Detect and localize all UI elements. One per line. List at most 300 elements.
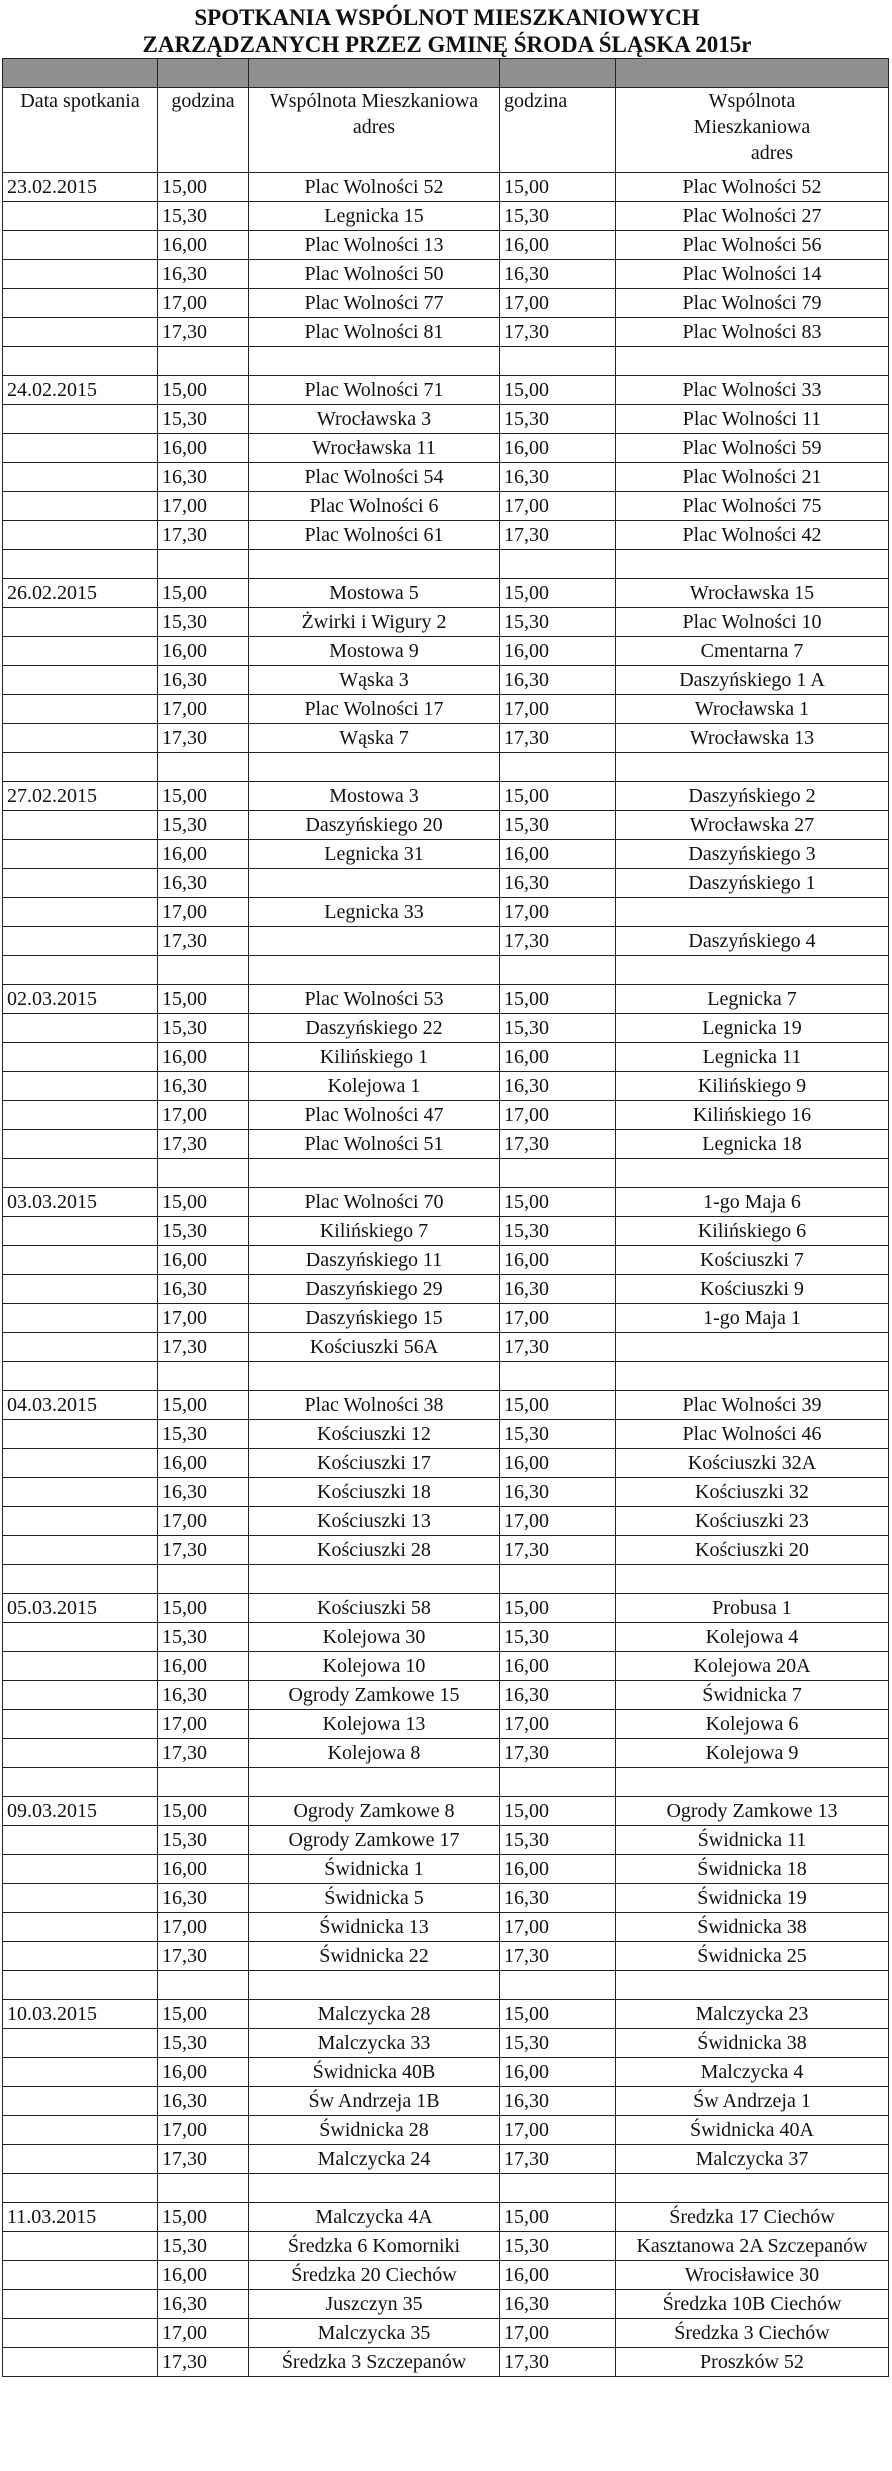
meeting-date-cell — [3, 1826, 158, 1855]
meeting-date-cell — [3, 1855, 158, 1884]
header-row — [3, 88, 889, 173]
table-row — [3, 695, 889, 724]
meeting-date-cell — [3, 1884, 158, 1913]
table-row — [3, 1594, 889, 1623]
spacer-cell — [249, 753, 500, 782]
community-2-address-cell: Plac Wolności 83 — [616, 318, 889, 347]
community-1-address-cell: Daszyńskiego 11 — [249, 1246, 500, 1275]
time-1-cell: 17,00 — [158, 1913, 249, 1942]
time-1-cell: 15,00 — [158, 2203, 249, 2232]
community-2-address-cell: Daszyńskiego 1 A — [616, 666, 889, 695]
time-1-cell: 16,00 — [158, 840, 249, 869]
community-1-address-cell: Daszyńskiego 22 — [249, 1014, 500, 1043]
meeting-date-cell — [3, 1333, 158, 1362]
community-1-address-cell: Kościuszki 12 — [249, 1420, 500, 1449]
community-1-address-cell: Św Andrzeja 1B — [249, 2087, 500, 2116]
meeting-date-cell — [3, 405, 158, 434]
time-2-cell: 17,00 — [500, 695, 616, 724]
time-2-cell: 17,30 — [500, 1130, 616, 1159]
time-1-cell: 16,30 — [158, 1681, 249, 1710]
community-2-address-cell: Plac Wolności 52 — [616, 173, 889, 202]
table-row — [3, 898, 889, 927]
time-1-cell: 17,00 — [158, 1304, 249, 1333]
time-2-cell: 15,00 — [500, 1391, 616, 1420]
spacer-cell — [158, 753, 249, 782]
community-1-address-cell: Daszyńskiego 29 — [249, 1275, 500, 1304]
time-1-cell: 17,30 — [158, 2348, 249, 2377]
time-1-cell: 15,30 — [158, 1217, 249, 1246]
community-1-address-cell: Plac Wolności 6 — [249, 492, 500, 521]
time-2-cell: 15,30 — [500, 1014, 616, 1043]
spacer-cell — [158, 550, 249, 579]
table-row — [3, 1739, 889, 1768]
spacer-row — [3, 347, 889, 376]
table-row — [3, 2203, 889, 2232]
time-1-cell: 16,30 — [158, 260, 249, 289]
community-1-address-cell: Malczycka 35 — [249, 2319, 500, 2348]
community-2-address-cell: Kolejowa 20A — [616, 1652, 889, 1681]
table-row — [3, 1507, 889, 1536]
header-community-1-line-2: adres — [352, 116, 396, 138]
community-2-address-cell: Probusa 1 — [616, 1594, 889, 1623]
time-1-cell: 15,30 — [158, 1420, 249, 1449]
table-row — [3, 1478, 889, 1507]
spacer-cell — [616, 1159, 889, 1188]
spacer-cell — [3, 347, 158, 376]
community-2-address-cell: Plac Wolności 42 — [616, 521, 889, 550]
community-1-address-cell: Kilińskiego 1 — [249, 1043, 500, 1072]
table-row — [3, 434, 889, 463]
time-2-cell: 16,00 — [500, 1449, 616, 1478]
community-2-address-cell: Św Andrzeja 1 — [616, 2087, 889, 2116]
time-2-cell: 17,00 — [500, 1304, 616, 1333]
time-1-cell: 16,00 — [158, 2261, 249, 2290]
community-2-address-cell: Wrocławska 13 — [616, 724, 889, 753]
table-row — [3, 869, 889, 898]
time-2-cell: 16,30 — [500, 1275, 616, 1304]
time-2-cell: 15,00 — [500, 2203, 616, 2232]
spacer-cell — [3, 1971, 158, 2000]
time-1-cell: 15,00 — [158, 2000, 249, 2029]
table-row — [3, 2232, 889, 2261]
time-2-cell: 16,30 — [500, 260, 616, 289]
table-row — [3, 376, 889, 405]
table-row — [3, 1130, 889, 1159]
community-1-address-cell: Kolejowa 13 — [249, 1710, 500, 1739]
table-row — [3, 1217, 889, 1246]
meeting-date-cell — [3, 1246, 158, 1275]
community-1-address-cell: Malczycka 28 — [249, 2000, 500, 2029]
meeting-date-cell — [3, 1710, 158, 1739]
table-row — [3, 1913, 889, 1942]
table-row — [3, 521, 889, 550]
time-2-cell: 15,30 — [500, 202, 616, 231]
time-2-cell: 17,00 — [500, 1101, 616, 1130]
community-2-address-cell: Daszyńskiego 4 — [616, 927, 889, 956]
time-2-cell: 15,00 — [500, 2000, 616, 2029]
community-2-address-cell: Kościuszki 9 — [616, 1275, 889, 1304]
table-row — [3, 1449, 889, 1478]
community-1-address-cell: Kościuszki 17 — [249, 1449, 500, 1478]
time-2-cell: 17,30 — [500, 927, 616, 956]
community-2-address-cell: Wrocisławice 30 — [616, 2261, 889, 2290]
table-row — [3, 318, 889, 347]
time-1-cell: 15,00 — [158, 782, 249, 811]
meeting-date-cell — [3, 521, 158, 550]
community-1-address-cell: Kościuszki 28 — [249, 1536, 500, 1565]
time-1-cell: 16,30 — [158, 2290, 249, 2319]
table-row — [3, 1188, 889, 1217]
time-1-cell: 16,30 — [158, 869, 249, 898]
time-2-cell: 17,30 — [500, 1536, 616, 1565]
spacer-cell — [500, 550, 616, 579]
spacer-cell — [500, 2174, 616, 2203]
meeting-date-cell: 11.03.2015 — [3, 2203, 158, 2232]
community-2-address-cell: Kościuszki 32A — [616, 1449, 889, 1478]
meeting-date-cell — [3, 2029, 158, 2058]
meeting-date-cell: 26.02.2015 — [3, 579, 158, 608]
time-1-cell: 16,30 — [158, 463, 249, 492]
community-2-address-cell: Plac Wolności 56 — [616, 231, 889, 260]
table-row — [3, 2029, 889, 2058]
meeting-date-cell — [3, 2232, 158, 2261]
meeting-date-cell: 24.02.2015 — [3, 376, 158, 405]
community-1-address-cell: Mostowa 3 — [249, 782, 500, 811]
community-1-address-cell: Malczycka 33 — [249, 2029, 500, 2058]
spacer-cell — [158, 1565, 249, 1594]
community-1-address-cell: Kolejowa 10 — [249, 1652, 500, 1681]
spacer-cell — [616, 347, 889, 376]
meeting-date-cell — [3, 289, 158, 318]
time-1-cell: 15,00 — [158, 376, 249, 405]
community-2-address-cell: Legnicka 19 — [616, 1014, 889, 1043]
community-2-address-cell: Plac Wolności 75 — [616, 492, 889, 521]
community-1-address-cell: Juszczyn 35 — [249, 2290, 500, 2319]
community-1-address-cell: Plac Wolności 54 — [249, 463, 500, 492]
table-row — [3, 1536, 889, 1565]
meeting-date-cell: 23.02.2015 — [3, 173, 158, 202]
table-row — [3, 405, 889, 434]
spacer-row — [3, 1362, 889, 1391]
time-1-cell: 17,00 — [158, 695, 249, 724]
time-2-cell: 16,30 — [500, 1884, 616, 1913]
community-2-address-cell: Kolejowa 9 — [616, 1739, 889, 1768]
spacer-cell — [249, 550, 500, 579]
table-row — [3, 637, 889, 666]
time-2-cell: 16,00 — [500, 840, 616, 869]
community-1-address-cell: Kolejowa 30 — [249, 1623, 500, 1652]
time-1-cell: 15,30 — [158, 2232, 249, 2261]
time-1-cell: 16,30 — [158, 1884, 249, 1913]
meeting-date-cell — [3, 1449, 158, 1478]
community-1-address-cell: Ogrody Zamkowe 8 — [249, 1797, 500, 1826]
table-row — [3, 927, 889, 956]
time-2-cell: 16,00 — [500, 1043, 616, 1072]
community-2-address-cell: Daszyńskiego 1 — [616, 869, 889, 898]
meeting-date-cell — [3, 231, 158, 260]
time-1-cell: 15,00 — [158, 1188, 249, 1217]
spacer-cell — [500, 347, 616, 376]
table-row — [3, 231, 889, 260]
spacer-cell — [158, 1362, 249, 1391]
time-2-cell: 15,30 — [500, 1623, 616, 1652]
time-2-cell: 15,30 — [500, 811, 616, 840]
spacer-row — [3, 1159, 889, 1188]
time-1-cell: 15,30 — [158, 1623, 249, 1652]
meeting-date-cell — [3, 666, 158, 695]
community-1-address-cell: Legnicka 31 — [249, 840, 500, 869]
community-2-address-cell: Średzka 10B Ciechów — [616, 2290, 889, 2319]
table-row — [3, 1420, 889, 1449]
time-2-cell: 15,00 — [500, 1188, 616, 1217]
header-time-1 — [158, 88, 249, 173]
meeting-date-cell — [3, 927, 158, 956]
spacer-cell — [249, 2174, 500, 2203]
document-title — [2, 0, 892, 58]
spacer-cell — [500, 1768, 616, 1797]
time-2-cell: 16,30 — [500, 2290, 616, 2319]
spacer-cell — [158, 956, 249, 985]
meeting-date-cell — [3, 2290, 158, 2319]
time-2-cell: 17,00 — [500, 289, 616, 318]
table-row — [3, 2145, 889, 2174]
time-1-cell: 17,30 — [158, 521, 249, 550]
time-2-cell: 16,30 — [500, 666, 616, 695]
table-row — [3, 985, 889, 1014]
meeting-date-cell — [3, 260, 158, 289]
spacer-cell — [3, 1768, 158, 1797]
table-row — [3, 2261, 889, 2290]
community-2-address-cell: Wrocławska 27 — [616, 811, 889, 840]
spacer-cell — [3, 2174, 158, 2203]
spacer-row — [3, 1565, 889, 1594]
community-1-address-cell: Wąska 7 — [249, 724, 500, 753]
time-1-cell: 16,00 — [158, 434, 249, 463]
community-1-address-cell: Plac Wolności 81 — [249, 318, 500, 347]
table-row — [3, 289, 889, 318]
meeting-date-cell: 10.03.2015 — [3, 2000, 158, 2029]
community-2-address-cell: Świdnicka 18 — [616, 1855, 889, 1884]
title-line-1: SPOTKANIA WSPÓLNOT MIESZKANIOWYCH — [194, 5, 700, 30]
time-1-cell: 16,00 — [158, 231, 249, 260]
community-1-address-cell: Kościuszki 56A — [249, 1333, 500, 1362]
community-2-address-cell: Kasztanowa 2A Szczepanów — [616, 2232, 889, 2261]
spacer-cell — [158, 347, 249, 376]
table-row — [3, 1884, 889, 1913]
community-1-address-cell: Kościuszki 58 — [249, 1594, 500, 1623]
meeting-date-cell — [3, 1072, 158, 1101]
time-1-cell: 15,30 — [158, 405, 249, 434]
spacer-cell — [249, 1362, 500, 1391]
time-1-cell: 16,30 — [158, 1072, 249, 1101]
community-1-address-cell: Malczycka 4A — [249, 2203, 500, 2232]
community-1-address-cell — [249, 927, 500, 956]
meeting-date-cell — [3, 318, 158, 347]
time-2-cell: 17,00 — [500, 492, 616, 521]
community-2-address-cell: Wrocławska 15 — [616, 579, 889, 608]
time-2-cell: 16,30 — [500, 463, 616, 492]
time-2-cell: 15,00 — [500, 579, 616, 608]
community-1-address-cell: Plac Wolności 38 — [249, 1391, 500, 1420]
time-2-cell: 17,30 — [500, 1739, 616, 1768]
meeting-date-cell — [3, 1913, 158, 1942]
spacer-row — [3, 2174, 889, 2203]
spacer-cell — [3, 1159, 158, 1188]
meeting-date-cell — [3, 492, 158, 521]
community-2-address-cell: Ogrody Zamkowe 13 — [616, 1797, 889, 1826]
community-2-address-cell: Plac Wolności 14 — [616, 260, 889, 289]
meeting-date-cell — [3, 2145, 158, 2174]
spacer-cell — [616, 2174, 889, 2203]
community-1-address-cell: Świdnicka 5 — [249, 1884, 500, 1913]
community-1-address-cell — [249, 869, 500, 898]
community-1-address-cell: Świdnicka 22 — [249, 1942, 500, 1971]
time-1-cell: 17,00 — [158, 492, 249, 521]
meeting-date-cell — [3, 1507, 158, 1536]
community-1-address-cell: Świdnicka 1 — [249, 1855, 500, 1884]
meeting-date-cell — [3, 1043, 158, 1072]
table-row — [3, 1246, 889, 1275]
meeting-date-cell — [3, 1217, 158, 1246]
community-1-address-cell: Mostowa 5 — [249, 579, 500, 608]
meeting-date-cell: 04.03.2015 — [3, 1391, 158, 1420]
meeting-date-cell — [3, 1536, 158, 1565]
spacer-cell — [158, 1159, 249, 1188]
community-1-address-cell: Plac Wolności 77 — [249, 289, 500, 318]
time-1-cell: 17,30 — [158, 724, 249, 753]
community-1-address-cell: Plac Wolności 71 — [249, 376, 500, 405]
header-community-2-line-2: Mieszkaniowa — [693, 116, 811, 138]
meeting-date-cell — [3, 463, 158, 492]
table-row — [3, 1391, 889, 1420]
table-row — [3, 579, 889, 608]
meeting-date-cell — [3, 2261, 158, 2290]
table-row — [3, 1855, 889, 1884]
spacer-cell — [3, 956, 158, 985]
community-1-address-cell: Daszyńskiego 20 — [249, 811, 500, 840]
table-row — [3, 811, 889, 840]
table-row — [3, 492, 889, 521]
spacer-cell — [3, 1362, 158, 1391]
time-1-cell: 17,30 — [158, 1130, 249, 1159]
time-2-cell: 17,30 — [500, 318, 616, 347]
community-2-address-cell: Malczycka 23 — [616, 2000, 889, 2029]
spacer-cell — [158, 1971, 249, 2000]
time-1-cell: 15,00 — [158, 1797, 249, 1826]
community-1-address-cell: Średzka 6 Komorniki — [249, 2232, 500, 2261]
time-1-cell: 15,30 — [158, 1014, 249, 1043]
time-1-cell: 15,30 — [158, 202, 249, 231]
table-row — [3, 1623, 889, 1652]
community-1-address-cell: Mostowa 9 — [249, 637, 500, 666]
meeting-date-cell — [3, 1304, 158, 1333]
table-row — [3, 173, 889, 202]
header-shading-row — [3, 59, 889, 88]
table-row — [3, 840, 889, 869]
meeting-date-cell — [3, 1014, 158, 1043]
time-2-cell: 16,00 — [500, 231, 616, 260]
header-time-2-label: godzina — [504, 90, 568, 112]
community-2-address-cell: Daszyńskiego 2 — [616, 782, 889, 811]
meeting-date-cell — [3, 1130, 158, 1159]
community-1-address-cell: Ogrody Zamkowe 15 — [249, 1681, 500, 1710]
community-2-address-cell: Plac Wolności 39 — [616, 1391, 889, 1420]
spacer-cell — [249, 1159, 500, 1188]
time-1-cell: 15,00 — [158, 1594, 249, 1623]
spacer-cell — [616, 956, 889, 985]
spacer-cell — [249, 1768, 500, 1797]
header-time-1-label: godzina — [171, 90, 235, 112]
time-1-cell: 17,30 — [158, 1536, 249, 1565]
header-community-2 — [616, 88, 889, 173]
community-1-address-cell: Plac Wolności 17 — [249, 695, 500, 724]
spacer-cell — [616, 1565, 889, 1594]
community-2-address-cell: Plac Wolności 27 — [616, 202, 889, 231]
table-row — [3, 2319, 889, 2348]
community-2-address-cell: Plac Wolności 79 — [616, 289, 889, 318]
community-2-address-cell: Świdnicka 7 — [616, 1681, 889, 1710]
meeting-date-cell — [3, 1478, 158, 1507]
time-2-cell: 16,00 — [500, 1652, 616, 1681]
time-2-cell: 17,30 — [500, 724, 616, 753]
meeting-date-cell — [3, 202, 158, 231]
time-1-cell: 17,30 — [158, 1333, 249, 1362]
spacer-cell — [500, 1159, 616, 1188]
meeting-date-cell — [3, 434, 158, 463]
spacer-row — [3, 550, 889, 579]
table-row — [3, 608, 889, 637]
community-2-address-cell: Plac Wolności 21 — [616, 463, 889, 492]
spacer-cell — [616, 1971, 889, 2000]
meeting-date-cell — [3, 2348, 158, 2377]
community-2-address-cell: 1-go Maja 6 — [616, 1188, 889, 1217]
community-1-address-cell: Plac Wolności 70 — [249, 1188, 500, 1217]
spacer-cell — [500, 956, 616, 985]
spacer-row — [3, 1971, 889, 2000]
time-1-cell: 17,30 — [158, 318, 249, 347]
community-1-address-cell: Kolejowa 1 — [249, 1072, 500, 1101]
table-row — [3, 260, 889, 289]
community-2-address-cell: Wrocławska 1 — [616, 695, 889, 724]
time-1-cell: 16,30 — [158, 1478, 249, 1507]
community-2-address-cell: Kościuszki 7 — [616, 1246, 889, 1275]
meeting-date-cell — [3, 695, 158, 724]
meeting-date-cell — [3, 2319, 158, 2348]
time-1-cell: 17,30 — [158, 927, 249, 956]
time-1-cell: 17,00 — [158, 898, 249, 927]
time-2-cell: 17,30 — [500, 1333, 616, 1362]
table-row — [3, 782, 889, 811]
spacer-cell — [249, 1971, 500, 2000]
table-row — [3, 1072, 889, 1101]
meeting-date-cell — [3, 1623, 158, 1652]
time-1-cell: 16,00 — [158, 2058, 249, 2087]
community-2-address-cell: Plac Wolności 59 — [616, 434, 889, 463]
table-row — [3, 1275, 889, 1304]
community-1-address-cell: Wąska 3 — [249, 666, 500, 695]
time-2-cell: 16,00 — [500, 637, 616, 666]
community-2-address-cell: Malczycka 37 — [616, 2145, 889, 2174]
time-2-cell: 17,30 — [500, 2145, 616, 2174]
community-2-address-cell: Legnicka 7 — [616, 985, 889, 1014]
table-row — [3, 1043, 889, 1072]
community-2-address-cell: Średzka 17 Ciechów — [616, 2203, 889, 2232]
time-2-cell: 16,00 — [500, 2058, 616, 2087]
community-2-address-cell: Średzka 3 Ciechów — [616, 2319, 889, 2348]
time-2-cell: 15,00 — [500, 173, 616, 202]
community-1-address-cell: Kilińskiego 7 — [249, 1217, 500, 1246]
spacer-cell — [3, 753, 158, 782]
